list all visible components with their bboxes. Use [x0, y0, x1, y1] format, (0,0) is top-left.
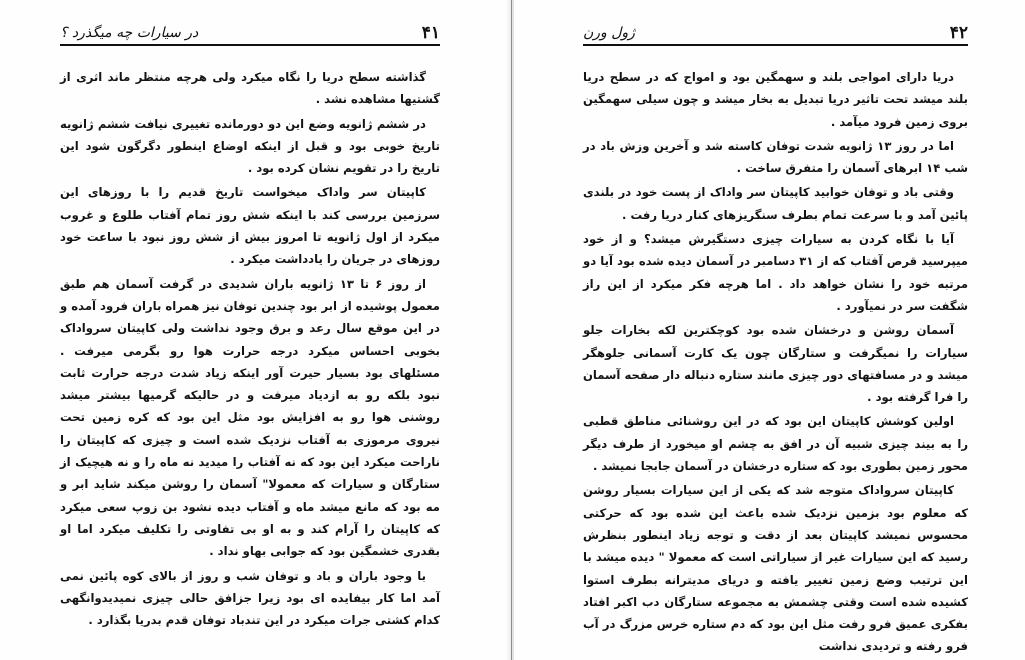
left-page-header [60, 22, 440, 46]
right-page [513, 0, 1025, 660]
left-page-number: ۴۱ [421, 23, 440, 43]
right-paragraph: اما در روز ۱۳ ژانویه شدت توفان کاسته شد و آخرین وزش باد در شب ۱۴ ابرهای آسمان را متفرق ساخت . [583, 138, 968, 176]
left-paragraph: گذاشته سطح دریا را نگاه میکرد ولی هرچه منتظر ماند اثری از گشتیها مشاهده نشد . [60, 70, 440, 107]
right-page-body [583, 66, 968, 660]
right-page-number: ۴۲ [949, 23, 968, 43]
left-paragraph: از روز ۶ تا ۱۳ ژانویه باران شدیدی در گرفت آسمان هم طبق معمول پوشیده از ابر بود چندین توفان نیز همراه باران فرود آمده و در این موقع سال رعد و برق وجود نداشت ولی کاپیتان سرواداک بخوبی احساس میکرد درجه حرارت هوا رو بگرمی میرفت . مسئلهای بود بسیار حیرت آور اینکه زیاد شدت درجه حرارت ثابت نبود بلکه رو به ازدیاد میرفت و در حالیکه گرمیها بیشتر میشد روشنی هوا رو به افزایش بود مثل این بود که کره زمین تحت نیروی مرموزی به آفتاب نزدیک شده است و چیزی که کاپیتان را ناراحت میکرد این بود که نه آفتاب را میدید نه ماه را و نه هیچیک از ستارگان و سیارات که معمولا" آسمان را روشن میکند شاید ابر و مه بود که مانع میشد ماه و آفتاب دیده نشود بن زوپ سعی میکرد که کاپیتان را آرام کند و به او بی تفاوتی را تکلیف میکرد اما او بقدری خشمگین بود که جوابی بهاو نداد . [60, 276, 440, 559]
right-paragraph: اولین کوشش کاپیتان این بود که در این روشنائی مناطق قطبی را به بیند چیزی شبیه آن در افق به چشم او میخورد از طرف دیگر محور زمین بطوری بود که ستاره درخشان در آسمان جابجا نمیشد . [583, 414, 968, 474]
right-paragraph: کاپیتان سرواداک متوجه شد که یکی از این سیارات بسیار روشن که معلوم بود بزمین نزدیک شده باعث این شده بود که حرکتی محسوس نمیشد کاپیتان بعد از دقت و توجه زیاد اینطور بنظرش رسید که این سیارات غیر از سیاراتی است که معمولا " دیده میشد با این ترتیب وضع زمین تغییر یافته و دریای مدیترانه بطرف استوا کشیده شده است وقتی چشمش به مجموعه ستارگان دب اکبر افتاد بفکری عمیق فرو رفت مثل این بود که دم ستاره خرس مزرگ در آب فرو رفته و تردیدی نداشت [583, 483, 968, 654]
left-running-title: در سیارات چه میگذرد ؟ [60, 25, 199, 41]
right-paragraph: آسمان روشن و درخشان شده بود کوچکترین لکه بخارات جلو سیارات را نمیگرفت و ستارگان چون یک کارت آسمانی جلوهگر میشد و در مسافتهای دور چیزی مانند ستاره دنباله دار صفحه آسمان را فرا گرفته بود . [583, 323, 968, 405]
left-page [0, 0, 512, 660]
right-paragraph: آیا با نگاه کردن به سیارات چیزی دستگیرش میشد؟ و از خود میپرسید قرص آفتاب که از ۳۱ دسامبر در آسمان دیده شده بود آیا دو مرتبه خود را نشان خواهد داد . اما هرچه فکر میکرد از این راز شگفت سر در نمیآورد . [583, 232, 968, 313]
right-paragraph: دریا دارای امواجی بلند و سهمگین بود و امواج که در سطح دریا بلند میشد تحت تاثیر دریا تبدیل به بخار میشد و چون سیلی سهمگین بروی زمین فرود میآمد . [583, 70, 968, 129]
left-paragraph: کاپیتان سر واداک میخواست تاریخ قدیم را با روزهای این سرزمین بررسی کند با اینکه شش روز تمام آفتاب طلوع و غروب میکرد از اول ژانویه تا امروز بیش از شش روز نبود با ساعت خود روزهای در جریان را یادداشت میکرد . [60, 185, 440, 267]
left-paragraph: با وجود باران و باد و توفان شب و روز از بالای کوه پائین نمی آمد اما کار بیفایده ای بود زیرا جزافق حالی چیزی نمیدیدوانگهی کدام کشتی جرات میکرد در این تندباد توفان قدم بدریا بگذارد . [60, 568, 440, 628]
right-running-title: ژول ورن [583, 25, 635, 41]
right-paragraph: وقتی باد و توفان خوابید کاپیتان سر واداک از پست خود در بلندی پائین آمد و با سرعت تمام بطرف سنگریزهای کنار دریا رفت . [583, 185, 968, 222]
left-page-body [60, 66, 440, 633]
left-paragraph: در ششم ژانویه وضع این دو دورمانده تغییری نیافت ششم ژانویه تاریخ خوبی بود و قبل از اینکه اوضاع اینطور دگرگون شود این تاریخ را در تقویم نشان کرده بود . [60, 116, 440, 176]
right-page-header [583, 22, 968, 46]
